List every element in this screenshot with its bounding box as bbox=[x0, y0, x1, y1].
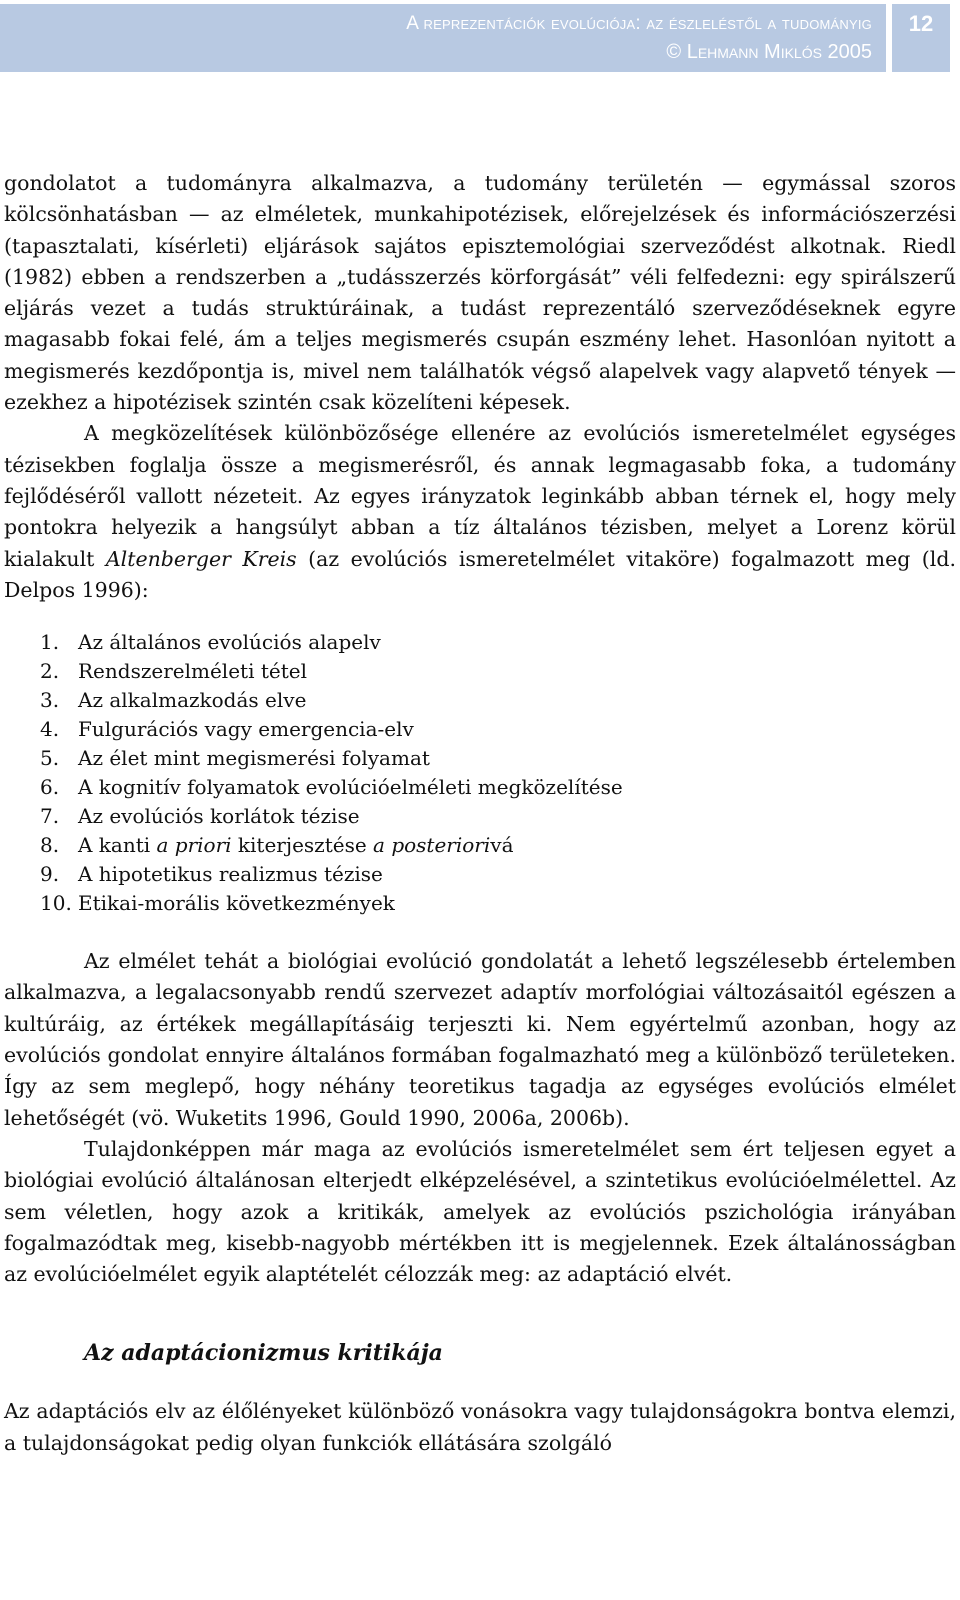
section-heading: Az adaptácionizmus kritikája bbox=[84, 1340, 443, 1367]
header-band bbox=[0, 4, 886, 72]
document-body bbox=[4, 168, 956, 1459]
thesis-list bbox=[4, 628, 956, 918]
paragraph-2 bbox=[4, 418, 956, 606]
list-item: 8. A kanti a priori kiterjesztése a posteriorivá bbox=[40, 833, 514, 858]
page-header bbox=[0, 4, 950, 72]
list-item: 3. Az alkalmazkodás elve bbox=[40, 688, 307, 713]
paragraph-3: Az elmélet tehát a biológiai evolúció gondolatát a lehető legszélesebb értelemben alkalmazva, a legalacsonyabb rendű szervezet adaptív morfológiai változásaitól egészen a kultúráig, az értékek megállapításáig terjeszti ki. Nem egyértelmű azonban, hogy az evolúciós gondolat ennyire általános formában fogalmazható meg a különböző területeken. Így az sem meglepő, hogy néhány teoretikus tagadja az egységes evolúciós elmélet lehetőségét (vö. Wuketits 1996, Gould 1990, 2006a, 2006b). bbox=[4, 949, 956, 1130]
list-item: 9. A hipotetikus realizmus tézise bbox=[40, 862, 383, 887]
paragraph-2-italic: Altenberger Kreis bbox=[105, 546, 297, 571]
paragraph-5: Az adaptációs elv az élőlényeket különböző vonásokra vagy tulajdonságokra bontva elemzi, a tulajdonságokat pedig olyan funkciók ellátására szolgáló bbox=[4, 1399, 956, 1455]
paragraph-2-text-b: (az evolúciós ismeretelmélet vitaköre) fogalmazott meg (ld. Delpos 1996): bbox=[4, 546, 957, 602]
list-item: 10. Etikai-morális következmények bbox=[40, 891, 395, 916]
paragraph-4: Tulajdonképpen már maga az evolúciós ismeretelmélet sem ért teljesen egyet a biológiai evolúció általánosan elterjedt elképzelésével, a szintetikus evolúcióelmélettel. Az sem véletlen, hogy azok a kritikák, amelyek az evolúciós pszichológia irányában fogalmazódtak meg, kisebb-nagyobb mértékben itt is megjelennek. Ezek általánosságban az evolúcióelmélet egyik alaptételét célozzák meg: az adaptáció elvét. bbox=[4, 1136, 956, 1287]
page-number: 12 bbox=[892, 4, 950, 72]
paragraph-1: gondolatot a tudományra alkalmazva, a tudomány területén — egymással szoros kölcsönhatásban — az elméletek, munkahipotézisek, előrejelzések és információszerzési (tapasztalati, kísérleti) eljárások sajátos episztemológiai szerveződést alkotnak. Riedl (1982) ebben a rendszerben a „tudásszerzés körforgását” véli felfedezni: egy spirálszerű eljárás vezet a tudás struktúráinak, a tudást reprezentáló szerveződéseknek egyre magasabb fokai felé, ám a teljes megismerés csupán eszmény lehet. Hasonlóan nyitott a megismerés kezdőpontja is, mivel nem találhatók végső alapelvek vagy alapvető tények — ezekhez a hipotézisek szintén csak közelíteni képesek. bbox=[4, 171, 956, 415]
header-copyright: © Lehmann Miklós 2005 bbox=[666, 41, 872, 63]
header-title: A reprezentációk evolúciója: az észleléstől a tudományig bbox=[406, 13, 872, 34]
list-item: 2. Rendszerelméleti tétel bbox=[40, 659, 307, 684]
list-item: 7. Az evolúciós korlátok tézise bbox=[40, 804, 360, 829]
list-item: 4. Fulgurációs vagy emergencia-elv bbox=[40, 717, 414, 742]
list-item: 6. A kognitív folyamatok evolúcióelméleti megközelítése bbox=[40, 775, 623, 800]
paragraph-2-text-a: A megközelítések különbözősége ellenére az evolúciós ismeretelmélet egységes tézisekben foglalja össze a megismerésről, és annak legmagasabb foka, a tudomány fejlődéséről vallott nézeteit. Az egyes irányzatok leginkább abban térnek el, hogy mely pontokra helyezik a hangsúlyt abban a tíz általános tézisben, melyet a Lorenz körül kialakult bbox=[4, 421, 956, 571]
list-item: 5. Az élet mint megismerési folyamat bbox=[40, 746, 430, 771]
list-item: 1. Az általános evolúciós alapelv bbox=[40, 630, 381, 655]
